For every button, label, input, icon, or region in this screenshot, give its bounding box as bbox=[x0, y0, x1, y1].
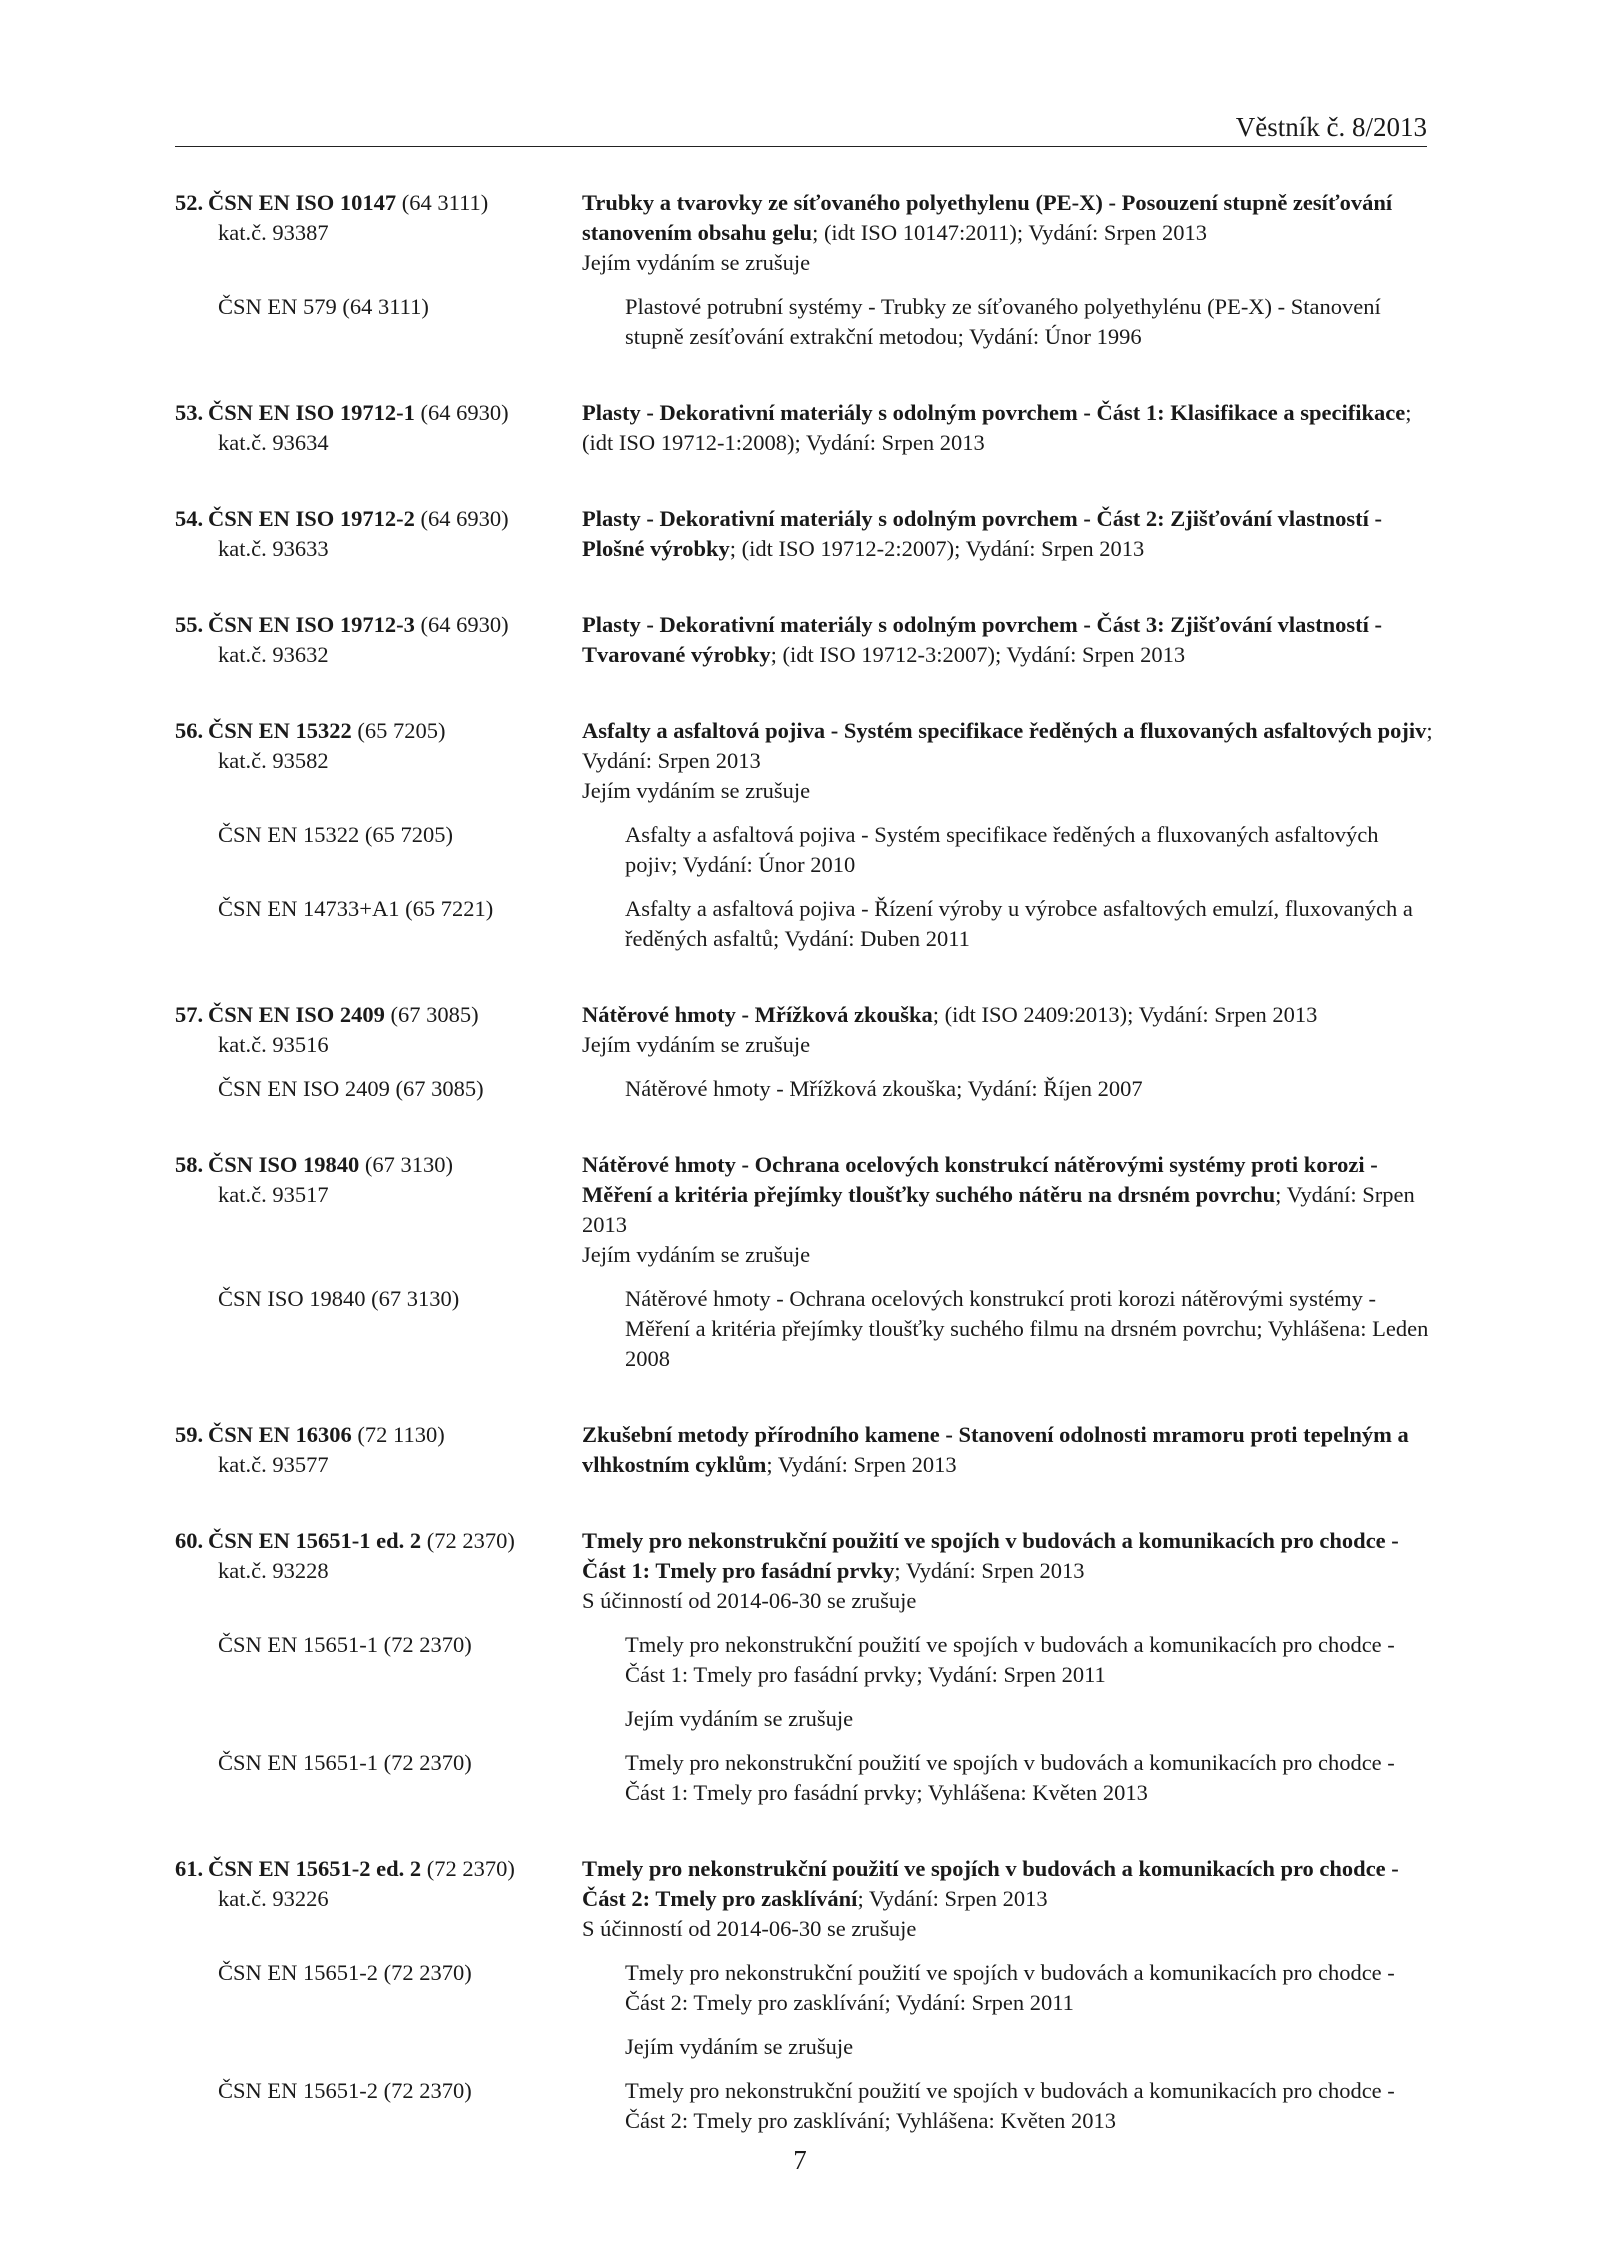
entry-title-cell bbox=[582, 1000, 1435, 1060]
standard-code: ČSN EN 15651-1 ed. 2 bbox=[208, 1528, 422, 1553]
standard-code-line bbox=[175, 504, 582, 534]
entry-number: 60. bbox=[175, 1528, 204, 1553]
classification-code: (67 3130) bbox=[359, 1152, 454, 1177]
entry-code-cell bbox=[175, 1000, 582, 1060]
standard-title bbox=[582, 610, 1435, 670]
standard-entry bbox=[175, 1000, 1435, 1104]
catalog-number: kat.č. 93582 bbox=[218, 748, 329, 773]
catalog-number: kat.č. 93387 bbox=[218, 220, 329, 245]
standard-title-bold: Tmely pro nekonstrukční použití ve spojích v budovách a komunikacích pro chodce - Část 2: Tmely pro zasklívání bbox=[582, 1856, 1399, 1911]
standard-code-line bbox=[175, 1000, 582, 1030]
standard-code: ČSN ISO 19840 bbox=[208, 1152, 360, 1177]
entry-number: 59. bbox=[175, 1422, 204, 1447]
entry-number: 54. bbox=[175, 506, 204, 531]
standard-code: ČSN EN ISO 19712-1 bbox=[208, 400, 415, 425]
replaced-standard-cell bbox=[625, 894, 1435, 954]
standard-title-bold: Tmely pro nekonstrukční použití ve spojích v budovách a komunikacích pro chodce - Část 1: Tmely pro fasádní prvky bbox=[582, 1528, 1399, 1583]
standard-title-rest: ; (idt ISO 2409:2013); Vydání: Srpen 2013 bbox=[932, 1002, 1318, 1027]
standard-title bbox=[582, 1854, 1435, 1914]
entry-main-row bbox=[175, 1150, 1435, 1270]
replacement-note: Jejím vydáním se zrušuje bbox=[625, 1706, 854, 1731]
entry-title-cell bbox=[582, 1526, 1435, 1616]
replaced-standard-code: ČSN EN 15651-1 (72 2370) bbox=[218, 1750, 472, 1775]
replaced-standard-code: ČSN EN ISO 2409 (67 3085) bbox=[218, 1076, 484, 1101]
entry-main-row bbox=[175, 188, 1435, 278]
entry-main-row bbox=[175, 716, 1435, 806]
classification-code: (72 2370) bbox=[421, 1528, 515, 1553]
entry-title-cell bbox=[582, 1854, 1435, 1944]
entry-code-cell bbox=[175, 1526, 582, 1616]
standard-title bbox=[582, 398, 1435, 458]
standard-title-rest: ; Vydání: Srpen 2013 bbox=[766, 1452, 957, 1477]
page-header bbox=[175, 108, 1427, 147]
replaced-standard-cell bbox=[625, 1284, 1435, 1374]
replaced-standard-cell bbox=[625, 1074, 1435, 1104]
entry-number: 53. bbox=[175, 400, 204, 425]
classification-code: (65 7205) bbox=[351, 718, 446, 743]
entry-title-cell bbox=[582, 610, 1435, 670]
standard-title-rest: ; (idt ISO 19712-2:2007); Vydání: Srpen 2013 bbox=[729, 536, 1145, 561]
entry-title-cell bbox=[582, 716, 1435, 806]
standard-code-line bbox=[175, 398, 582, 428]
standard-title-bold: Trubky a tvarovky ze síťovaného polyethylenu (PE-X) - Posouzení stupně zesíťování stanovením obsahu gelu bbox=[582, 190, 1393, 245]
entry-number: 58. bbox=[175, 1152, 204, 1177]
entry-code-cell bbox=[175, 188, 582, 278]
entry-code-cell bbox=[175, 504, 582, 564]
standard-title-rest: ; (idt ISO 19712-3:2007); Vydání: Srpen 2013 bbox=[770, 642, 1186, 667]
replacement-note: Jejím vydáním se zrušuje bbox=[582, 250, 811, 275]
standard-entry bbox=[175, 1150, 1435, 1374]
entry-title-cell bbox=[582, 398, 1435, 458]
entry-main-row bbox=[175, 1420, 1435, 1480]
catalog-number: kat.č. 93632 bbox=[218, 642, 329, 667]
standard-title-rest: ; (idt ISO 19712-1:2008); Vydání: Srpen 2013 bbox=[582, 400, 1412, 455]
standard-code: ČSN EN 15651-2 ed. 2 bbox=[208, 1856, 422, 1881]
catalog-number: kat.č. 93516 bbox=[218, 1032, 329, 1057]
replaced-standard-title: Asfalty a asfaltová pojiva - Systém specifikace ředěných a fluxovaných asfaltových pojiv; Vydání: Únor 2010 bbox=[625, 822, 1379, 877]
catalog-number: kat.č. 93517 bbox=[218, 1182, 329, 1207]
entry-main-row bbox=[175, 1526, 1435, 1616]
standard-title bbox=[582, 1420, 1435, 1480]
replaced-standard-row bbox=[175, 1284, 1435, 1374]
replaced-standard-title: Nátěrové hmoty - Ochrana ocelových konstrukcí proti korozi nátěrovými systémy - Měření a kritéria přejímky tloušťky suchého filmu na drsném povrchu; Vyhlášena: Leden 2008 bbox=[625, 1286, 1429, 1371]
entry-main-row bbox=[175, 504, 1435, 564]
standard-title-rest: ; (idt ISO 10147:2011); Vydání: Srpen 2013 bbox=[812, 220, 1208, 245]
replaced-standard-row bbox=[175, 820, 1435, 880]
entry-main-row bbox=[175, 398, 1435, 458]
classification-code: (67 3085) bbox=[384, 1002, 479, 1027]
entry-code-cell bbox=[175, 1150, 582, 1270]
replaced-standard-row bbox=[175, 292, 1435, 352]
standard-code-line bbox=[175, 1854, 582, 1884]
standard-title-bold: Zkušební metody přírodního kamene - Stanovení odolnosti mramoru proti tepelným a vlhkostním cyklům bbox=[582, 1422, 1409, 1477]
entry-code-cell bbox=[175, 1420, 582, 1480]
standard-title-bold: Plasty - Dekorativní materiály s odolným povrchem - Část 3: Zjišťování vlastností - Tvarované výrobky bbox=[582, 612, 1383, 667]
replaced-standard-row bbox=[175, 1748, 1435, 1808]
replaced-standard-row bbox=[175, 1074, 1435, 1104]
replaced-standard-code: ČSN EN 14733+A1 (65 7221) bbox=[218, 896, 494, 921]
standard-title-bold: Nátěrové hmoty - Mřížková zkouška bbox=[582, 1002, 933, 1027]
replaced-standard-row bbox=[175, 2076, 1435, 2136]
standard-code-line bbox=[175, 610, 582, 640]
entry-number: 57. bbox=[175, 1002, 204, 1027]
classification-code: (64 3111) bbox=[396, 190, 489, 215]
catalog-number: kat.č. 93634 bbox=[218, 430, 329, 455]
standard-title-bold: Asfalty a asfaltová pojiva - Systém specifikace ředěných a fluxovaných asfaltových pojiv bbox=[582, 718, 1427, 743]
replaced-standard-cell bbox=[625, 820, 1435, 880]
replaced-standard-code: ČSN EN 579 (64 3111) bbox=[218, 294, 429, 319]
replaced-standard-title: Asfalty a asfaltová pojiva - Řízení výroby u výrobce asfaltových emulzí, fluxovaných a ředěných asfaltů; Vydání: Duben 2011 bbox=[625, 896, 1413, 951]
replaced-standard-cell bbox=[625, 1748, 1435, 1808]
standard-code: ČSN EN ISO 19712-2 bbox=[208, 506, 415, 531]
replacement-note: S účinností od 2014-06-30 se zrušuje bbox=[582, 1916, 917, 1941]
entry-main-row bbox=[175, 1854, 1435, 1944]
catalog-number: kat.č. 93633 bbox=[218, 536, 329, 561]
replaced-standard-code: ČSN EN 15651-1 (72 2370) bbox=[218, 1632, 472, 1657]
standard-title bbox=[582, 1000, 1435, 1030]
standard-code-line bbox=[175, 188, 582, 218]
entry-title-cell bbox=[582, 188, 1435, 278]
entry-title-cell bbox=[582, 504, 1435, 564]
classification-code: (64 6930) bbox=[414, 612, 509, 637]
replaced-standard-cell bbox=[625, 2076, 1435, 2136]
standard-code: ČSN EN ISO 19712-3 bbox=[208, 612, 415, 637]
standard-title bbox=[582, 716, 1435, 776]
replaced-standard-row bbox=[175, 1958, 1435, 2062]
standard-code-line bbox=[175, 1526, 582, 1556]
replaced-standard-row bbox=[175, 1630, 1435, 1734]
standard-entry bbox=[175, 716, 1435, 954]
entry-code-cell bbox=[175, 398, 582, 458]
standard-title bbox=[582, 504, 1435, 564]
standard-entry bbox=[175, 610, 1435, 670]
classification-code: (72 2370) bbox=[421, 1856, 515, 1881]
standard-code: ČSN EN 16306 bbox=[208, 1422, 352, 1447]
standard-entry bbox=[175, 398, 1435, 458]
standard-code: ČSN EN ISO 2409 bbox=[208, 1002, 385, 1027]
replaced-standard-code: ČSN ISO 19840 (67 3130) bbox=[218, 1286, 460, 1311]
standard-code: ČSN EN ISO 10147 bbox=[208, 190, 397, 215]
replaced-standard-cell bbox=[625, 292, 1435, 352]
bulletin-title: Věstník č. 8/2013 bbox=[1235, 112, 1427, 142]
catalog-number: kat.č. 93226 bbox=[218, 1886, 329, 1911]
entry-number: 52. bbox=[175, 190, 204, 215]
standard-code: ČSN EN 15322 bbox=[208, 718, 352, 743]
entry-title-cell bbox=[582, 1420, 1435, 1480]
entry-title-cell bbox=[582, 1150, 1435, 1270]
standard-title-bold: Plasty - Dekorativní materiály s odolným povrchem - Část 2: Zjišťování vlastností - Plošné výrobky bbox=[582, 506, 1383, 561]
replaced-standard-title: Nátěrové hmoty - Mřížková zkouška; Vydání: Říjen 2007 bbox=[625, 1076, 1143, 1101]
standard-title bbox=[582, 188, 1435, 248]
standard-entry bbox=[175, 1420, 1435, 1480]
entry-number: 55. bbox=[175, 612, 204, 637]
replaced-standard-title: Plastové potrubní systémy - Trubky ze síťovaného polyethylénu (PE-X) - Stanovení stupně zesíťování extrakční metodou; Vydání: Únor 1996 bbox=[625, 294, 1381, 349]
standard-title bbox=[582, 1150, 1435, 1240]
replacement-note: Jejím vydáním se zrušuje bbox=[582, 1032, 811, 1057]
standard-title-bold: Plasty - Dekorativní materiály s odolným povrchem - Část 1: Klasifikace a specifikace bbox=[582, 400, 1406, 425]
entry-code-cell bbox=[175, 610, 582, 670]
standard-title-rest: ; Vydání: Srpen 2013 bbox=[894, 1558, 1085, 1583]
replacement-note: S účinností od 2014-06-30 se zrušuje bbox=[582, 1588, 917, 1613]
entry-code-cell bbox=[175, 1854, 582, 1944]
standard-entry bbox=[175, 1854, 1435, 2136]
entry-number: 56. bbox=[175, 718, 204, 743]
page-number: 7 bbox=[793, 2145, 807, 2175]
replaced-standard-code: ČSN EN 15322 (65 7205) bbox=[218, 822, 453, 847]
standard-title-rest: ; Vydání: Srpen 2013 bbox=[582, 718, 1433, 773]
replaced-standard-code: ČSN EN 15651-2 (72 2370) bbox=[218, 1960, 472, 1985]
standard-entry bbox=[175, 1526, 1435, 1808]
standard-title-rest: ; Vydání: Srpen 2013 bbox=[857, 1886, 1048, 1911]
replacement-note: Jejím vydáním se zrušuje bbox=[582, 1242, 811, 1267]
classification-code: (64 6930) bbox=[414, 400, 509, 425]
catalog-number: kat.č. 93228 bbox=[218, 1558, 329, 1583]
entry-main-row bbox=[175, 610, 1435, 670]
replaced-standard-cell bbox=[625, 1630, 1435, 1734]
replaced-standard-cell bbox=[625, 1958, 1435, 2062]
replacement-note: Jejím vydáním se zrušuje bbox=[582, 778, 811, 803]
standard-title-bold: Nátěrové hmoty - Ochrana ocelových konstrukcí nátěrovými systémy proti korozi - Měření a kritéria přejímky tloušťky suchého nátěru na drsném povrchu bbox=[582, 1152, 1378, 1207]
standard-title bbox=[582, 1526, 1435, 1586]
replaced-standard-title: Tmely pro nekonstrukční použití ve spojích v budovách a komunikacích pro chodce - Část 2: Tmely pro zasklívání; Vydání: Srpen 2011 bbox=[625, 1960, 1395, 2015]
standard-code-line bbox=[175, 1150, 582, 1180]
standards-list bbox=[175, 188, 1435, 2182]
standard-code-line bbox=[175, 716, 582, 746]
classification-code: (64 6930) bbox=[414, 506, 509, 531]
replaced-standard-title: Tmely pro nekonstrukční použití ve spojích v budovách a komunikacích pro chodce - Část 2: Tmely pro zasklívání; Vyhlášena: Květen 2013 bbox=[625, 2078, 1395, 2133]
entry-code-cell bbox=[175, 716, 582, 806]
standard-entry bbox=[175, 188, 1435, 352]
standard-code-line bbox=[175, 1420, 582, 1450]
replacement-note: Jejím vydáním se zrušuje bbox=[625, 2034, 854, 2059]
classification-code: (72 1130) bbox=[351, 1422, 445, 1447]
entry-number: 61. bbox=[175, 1856, 204, 1881]
replaced-standard-title: Tmely pro nekonstrukční použití ve spojích v budovách a komunikacích pro chodce - Část 1: Tmely pro fasádní prvky; Vyhlášena: Květen 2013 bbox=[625, 1750, 1395, 1805]
catalog-number: kat.č. 93577 bbox=[218, 1452, 329, 1477]
replaced-standard-title: Tmely pro nekonstrukční použití ve spojích v budovách a komunikacích pro chodce - Část 1: Tmely pro fasádní prvky; Vydání: Srpen 2011 bbox=[625, 1632, 1395, 1687]
replaced-standard-row bbox=[175, 894, 1435, 954]
entry-main-row bbox=[175, 1000, 1435, 1060]
standard-entry bbox=[175, 504, 1435, 564]
replaced-standard-code: ČSN EN 15651-2 (72 2370) bbox=[218, 2078, 472, 2103]
standard-title-rest: ; Vydání: Srpen 2013 bbox=[582, 1182, 1415, 1237]
